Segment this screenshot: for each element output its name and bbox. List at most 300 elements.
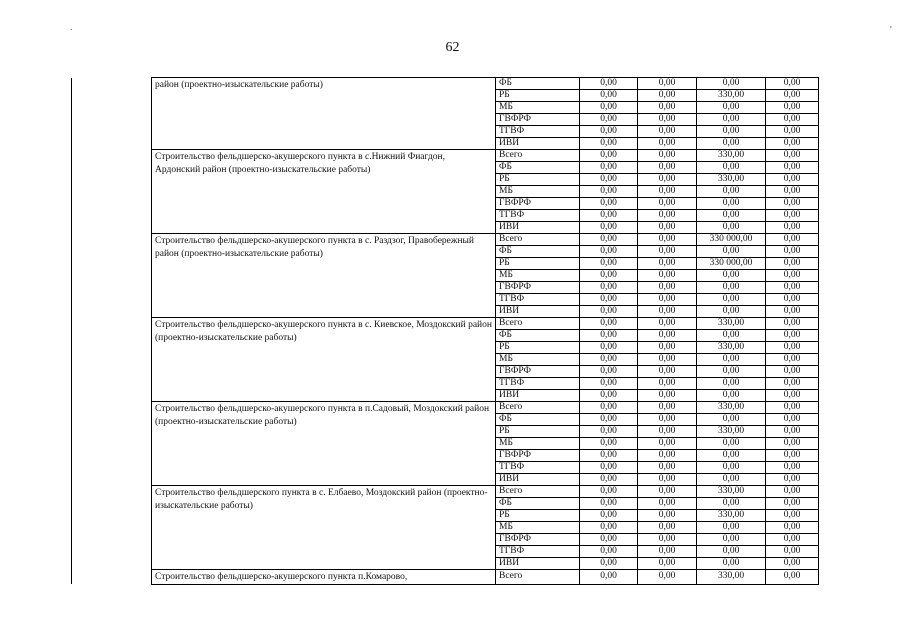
amount-value: 0,00 bbox=[658, 198, 676, 208]
amount-value: 0,00 bbox=[722, 102, 740, 112]
amount-value: 0,00 bbox=[658, 426, 676, 436]
table-row bbox=[72, 234, 819, 246]
amount-value: 0,00 bbox=[722, 498, 740, 508]
amount-value: 0,00 bbox=[600, 138, 617, 148]
amount-cell bbox=[766, 498, 819, 510]
amount-value: 0,00 bbox=[783, 78, 801, 88]
amount-cell bbox=[638, 150, 697, 162]
amount-value: 0,00 bbox=[658, 462, 676, 472]
amount-value: 0,00 bbox=[658, 138, 676, 148]
amount-cell bbox=[638, 438, 697, 450]
amount-cell bbox=[580, 102, 638, 114]
amount-value: 0,00 bbox=[783, 210, 801, 220]
amount-cell bbox=[766, 138, 819, 150]
amount-value: 0,00 bbox=[722, 210, 740, 220]
amount-value: 0,00 bbox=[600, 486, 617, 496]
amount-value: 0,00 bbox=[600, 438, 617, 448]
amount-value: 0,00 bbox=[783, 571, 801, 582]
amount-cell bbox=[766, 330, 819, 342]
amount-cell bbox=[766, 474, 819, 486]
amount-value: 0,00 bbox=[783, 102, 801, 112]
amount-value: 0,00 bbox=[600, 330, 617, 340]
amount-cell bbox=[580, 306, 638, 318]
amount-value: 0,00 bbox=[783, 426, 801, 436]
amount-cell bbox=[580, 138, 638, 150]
amount-cell bbox=[766, 282, 819, 294]
amount-value: 0,00 bbox=[783, 438, 801, 448]
amount-value: 0,00 bbox=[783, 174, 801, 184]
funding-source: ИВИ bbox=[496, 138, 580, 150]
amount-cell bbox=[580, 522, 638, 534]
funding-source: РБ bbox=[496, 342, 580, 354]
amount-cell bbox=[766, 558, 819, 570]
amount-value: 0,00 bbox=[658, 126, 676, 136]
amount-cell bbox=[766, 294, 819, 306]
project-description: Строительство фельдшерского пункта в с. Елбаево, Моздокский район (проектно-изыскательские работы) bbox=[152, 486, 496, 570]
amount-cell bbox=[697, 414, 766, 426]
amount-cell bbox=[580, 510, 638, 522]
amount-value: 0,00 bbox=[658, 258, 676, 268]
amount-cell bbox=[697, 258, 766, 270]
amount-value: 0,00 bbox=[600, 222, 617, 232]
amount-value: 330,00 bbox=[717, 402, 745, 412]
amount-value: 330 000,00 bbox=[709, 258, 753, 268]
amount-cell bbox=[766, 270, 819, 282]
amount-value: 0,00 bbox=[600, 174, 617, 184]
amount-cell bbox=[638, 222, 697, 234]
amount-cell bbox=[766, 126, 819, 138]
amount-value: 0,00 bbox=[722, 246, 740, 256]
amount-cell bbox=[697, 426, 766, 438]
amount-value: 0,00 bbox=[658, 318, 676, 328]
amount-cell bbox=[697, 570, 766, 585]
amount-value: 0,00 bbox=[783, 318, 801, 328]
amount-cell bbox=[580, 474, 638, 486]
amount-cell bbox=[580, 330, 638, 342]
funding-source: ИВИ bbox=[496, 390, 580, 402]
amount-cell bbox=[766, 102, 819, 114]
amount-cell bbox=[580, 534, 638, 546]
amount-cell bbox=[580, 498, 638, 510]
scan-speck: . bbox=[70, 22, 73, 33]
amount-cell bbox=[766, 462, 819, 474]
amount-cell bbox=[766, 414, 819, 426]
amount-value: 0,00 bbox=[658, 234, 676, 244]
amount-value: 0,00 bbox=[658, 114, 676, 124]
amount-cell bbox=[697, 150, 766, 162]
amount-value: 0,00 bbox=[600, 294, 617, 304]
amount-value: 0,00 bbox=[783, 534, 801, 544]
amount-value: 0,00 bbox=[722, 534, 740, 544]
amount-value: 0,00 bbox=[722, 522, 740, 532]
amount-cell bbox=[697, 78, 766, 90]
amount-value: 0,00 bbox=[783, 258, 801, 268]
funding-source: РБ bbox=[496, 258, 580, 270]
amount-value: 0,00 bbox=[722, 414, 740, 424]
amount-value: 0,00 bbox=[600, 78, 617, 88]
funding-source: ГВФРФ bbox=[496, 534, 580, 546]
table-row bbox=[72, 318, 819, 330]
number-cell bbox=[72, 318, 152, 402]
amount-value: 0,00 bbox=[658, 174, 676, 184]
amount-value: 0,00 bbox=[658, 102, 676, 112]
amount-cell bbox=[697, 330, 766, 342]
amount-value: 0,00 bbox=[600, 102, 617, 112]
amount-value: 0,00 bbox=[600, 354, 617, 364]
amount-value: 0,00 bbox=[783, 558, 801, 568]
amount-value: 0,00 bbox=[600, 210, 617, 220]
amount-value: 0,00 bbox=[783, 90, 801, 100]
amount-cell bbox=[580, 162, 638, 174]
funding-source: ФБ bbox=[496, 246, 580, 258]
amount-value: 0,00 bbox=[658, 510, 676, 520]
amount-value: 0,00 bbox=[722, 270, 740, 280]
amount-value: 0,00 bbox=[658, 78, 676, 88]
funding-source: Всего bbox=[496, 234, 580, 246]
amount-value: 0,00 bbox=[783, 366, 801, 376]
amount-cell bbox=[580, 222, 638, 234]
amount-cell bbox=[766, 366, 819, 378]
amount-cell bbox=[766, 114, 819, 126]
amount-cell bbox=[697, 342, 766, 354]
amount-value: 0,00 bbox=[783, 138, 801, 148]
amount-cell bbox=[697, 282, 766, 294]
amount-value: 0,00 bbox=[722, 306, 740, 316]
amount-value: 0,00 bbox=[783, 330, 801, 340]
funding-source: ГВФРФ bbox=[496, 366, 580, 378]
funding-source: ТГВФ bbox=[496, 378, 580, 390]
amount-cell bbox=[580, 174, 638, 186]
amount-value: 0,00 bbox=[722, 222, 740, 232]
funding-source: МБ bbox=[496, 270, 580, 282]
amount-cell bbox=[638, 390, 697, 402]
amount-value: 0,00 bbox=[783, 222, 801, 232]
amount-cell bbox=[697, 234, 766, 246]
amount-value: 0,00 bbox=[658, 162, 676, 172]
number-cell bbox=[72, 402, 152, 486]
amount-cell bbox=[766, 342, 819, 354]
amount-cell bbox=[638, 318, 697, 330]
amount-value: 0,00 bbox=[600, 150, 617, 160]
amount-value: 0,00 bbox=[783, 354, 801, 364]
funding-source: ФБ bbox=[496, 330, 580, 342]
amount-cell bbox=[766, 378, 819, 390]
amount-value: 330,00 bbox=[717, 318, 745, 328]
funding-source: РБ bbox=[496, 90, 580, 102]
amount-cell bbox=[638, 486, 697, 498]
amount-cell bbox=[697, 438, 766, 450]
amount-value: 0,00 bbox=[783, 114, 801, 124]
amount-cell bbox=[697, 354, 766, 366]
amount-cell bbox=[766, 522, 819, 534]
amount-value: 0,00 bbox=[658, 450, 676, 460]
amount-value: 0,00 bbox=[658, 222, 676, 232]
funding-source: ИВИ bbox=[496, 222, 580, 234]
table-row bbox=[72, 78, 819, 90]
number-cell bbox=[72, 234, 152, 318]
amount-value: 0,00 bbox=[658, 342, 676, 352]
funding-source: ГВФРФ bbox=[496, 198, 580, 210]
amount-value: 0,00 bbox=[600, 162, 617, 172]
amount-value: 0,00 bbox=[600, 534, 617, 544]
amount-cell bbox=[580, 246, 638, 258]
table-row bbox=[72, 150, 819, 162]
amount-value: 0,00 bbox=[783, 390, 801, 400]
amount-value: 0,00 bbox=[783, 306, 801, 316]
amount-value: 0,00 bbox=[722, 162, 740, 172]
amount-cell bbox=[697, 510, 766, 522]
amount-value: 0,00 bbox=[658, 571, 676, 582]
amount-value: 0,00 bbox=[658, 270, 676, 280]
amount-value: 0,00 bbox=[600, 318, 617, 328]
amount-cell bbox=[580, 234, 638, 246]
amount-value: 0,00 bbox=[658, 438, 676, 448]
amount-value: 330,00 bbox=[717, 510, 745, 520]
amount-value: 0,00 bbox=[722, 330, 740, 340]
project-description: район (проектно-изыскательские работы) bbox=[152, 78, 496, 150]
amount-cell bbox=[697, 270, 766, 282]
scan-speck: ' bbox=[890, 25, 892, 36]
amount-cell bbox=[580, 258, 638, 270]
amount-value: 0,00 bbox=[783, 450, 801, 460]
amount-value: 330,00 bbox=[717, 174, 745, 184]
amount-value: 0,00 bbox=[600, 270, 617, 280]
amount-value: 0,00 bbox=[600, 282, 617, 292]
amount-cell bbox=[697, 174, 766, 186]
amount-value: 0,00 bbox=[600, 342, 617, 352]
amount-value: 0,00 bbox=[783, 234, 801, 244]
amount-cell bbox=[766, 150, 819, 162]
amount-value: 0,00 bbox=[783, 198, 801, 208]
amount-cell bbox=[638, 546, 697, 558]
amount-value: 0,00 bbox=[658, 474, 676, 484]
amount-value: 0,00 bbox=[722, 354, 740, 364]
amount-value: 0,00 bbox=[658, 558, 676, 568]
amount-cell bbox=[766, 246, 819, 258]
amount-cell bbox=[638, 366, 697, 378]
funding-source: МБ bbox=[496, 186, 580, 198]
amount-cell bbox=[697, 186, 766, 198]
amount-value: 0,00 bbox=[722, 546, 740, 556]
amount-value: 0,00 bbox=[658, 498, 676, 508]
amount-value: 0,00 bbox=[658, 414, 676, 424]
amount-cell bbox=[638, 258, 697, 270]
amount-cell bbox=[580, 462, 638, 474]
amount-cell bbox=[580, 126, 638, 138]
amount-cell bbox=[638, 90, 697, 102]
amount-cell bbox=[697, 294, 766, 306]
amount-cell bbox=[697, 402, 766, 414]
amount-value: 0,00 bbox=[658, 354, 676, 364]
amount-cell bbox=[766, 510, 819, 522]
amount-cell bbox=[638, 426, 697, 438]
amount-value: 0,00 bbox=[783, 186, 801, 196]
funding-source: ИВИ bbox=[496, 306, 580, 318]
amount-cell bbox=[638, 450, 697, 462]
funding-source: МБ bbox=[496, 438, 580, 450]
budget-table bbox=[71, 77, 819, 585]
amount-cell bbox=[580, 450, 638, 462]
amount-value: 330,00 bbox=[717, 342, 745, 352]
amount-cell bbox=[580, 414, 638, 426]
amount-cell bbox=[638, 162, 697, 174]
amount-value: 330,00 bbox=[717, 150, 745, 160]
amount-value: 0,00 bbox=[600, 90, 617, 100]
funding-source: ГВФРФ bbox=[496, 282, 580, 294]
amount-value: 0,00 bbox=[722, 138, 740, 148]
amount-value: 0,00 bbox=[722, 186, 740, 196]
amount-value: 0,00 bbox=[600, 258, 617, 268]
amount-cell bbox=[766, 354, 819, 366]
amount-value: 0,00 bbox=[600, 246, 617, 256]
funding-source: ФБ bbox=[496, 498, 580, 510]
amount-value: 0,00 bbox=[722, 450, 740, 460]
amount-value: 0,00 bbox=[600, 546, 617, 556]
amount-value: 0,00 bbox=[722, 78, 740, 88]
amount-cell bbox=[580, 426, 638, 438]
amount-cell bbox=[580, 270, 638, 282]
amount-cell bbox=[697, 450, 766, 462]
amount-cell bbox=[638, 462, 697, 474]
amount-cell bbox=[638, 210, 697, 222]
amount-value: 0,00 bbox=[783, 402, 801, 412]
amount-cell bbox=[580, 546, 638, 558]
amount-cell bbox=[638, 102, 697, 114]
table-row bbox=[72, 402, 819, 414]
amount-value: 0,00 bbox=[658, 306, 676, 316]
amount-value: 0,00 bbox=[722, 378, 740, 388]
amount-value: 0,00 bbox=[783, 522, 801, 532]
amount-cell bbox=[697, 546, 766, 558]
amount-cell bbox=[638, 198, 697, 210]
amount-value: 0,00 bbox=[658, 390, 676, 400]
amount-cell bbox=[580, 198, 638, 210]
amount-cell bbox=[766, 486, 819, 498]
funding-source: Всего bbox=[496, 318, 580, 330]
amount-cell bbox=[766, 450, 819, 462]
amount-value: 0,00 bbox=[722, 558, 740, 568]
amount-cell bbox=[580, 282, 638, 294]
project-description: Строительство фельдшерско-акушерского пункта в с. Раздзог, Правобережный район (проектно-изыскательские работы) bbox=[152, 234, 496, 318]
amount-cell bbox=[638, 282, 697, 294]
amount-cell bbox=[580, 150, 638, 162]
amount-cell bbox=[697, 486, 766, 498]
amount-cell bbox=[580, 78, 638, 90]
amount-cell bbox=[580, 438, 638, 450]
amount-value: 0,00 bbox=[658, 90, 676, 100]
amount-cell bbox=[638, 498, 697, 510]
amount-value: 330,00 bbox=[717, 486, 745, 496]
amount-cell bbox=[580, 558, 638, 570]
amount-cell bbox=[766, 402, 819, 414]
amount-cell bbox=[580, 318, 638, 330]
amount-value: 0,00 bbox=[722, 126, 740, 136]
funding-source: ТГВФ bbox=[496, 546, 580, 558]
amount-cell bbox=[638, 114, 697, 126]
amount-cell bbox=[638, 534, 697, 546]
amount-value: 0,00 bbox=[600, 378, 617, 388]
amount-cell bbox=[697, 378, 766, 390]
amount-cell bbox=[766, 186, 819, 198]
amount-value: 0,00 bbox=[783, 486, 801, 496]
amount-value: 0,00 bbox=[658, 402, 676, 412]
amount-cell bbox=[580, 486, 638, 498]
amount-value: 0,00 bbox=[722, 390, 740, 400]
amount-cell bbox=[697, 390, 766, 402]
funding-source: ТГВФ bbox=[496, 294, 580, 306]
amount-value: 0,00 bbox=[600, 414, 617, 424]
amount-value: 0,00 bbox=[600, 510, 617, 520]
amount-value: 0,00 bbox=[600, 126, 617, 136]
amount-value: 330,00 bbox=[717, 426, 745, 436]
amount-value: 0,00 bbox=[722, 294, 740, 304]
funding-source: Всего bbox=[496, 402, 580, 414]
table-row bbox=[72, 570, 819, 585]
amount-cell bbox=[580, 186, 638, 198]
amount-value: 330 000,00 bbox=[709, 234, 753, 244]
funding-source: МБ bbox=[496, 102, 580, 114]
amount-value: 0,00 bbox=[783, 474, 801, 484]
amount-value: 0,00 bbox=[722, 438, 740, 448]
amount-cell bbox=[766, 306, 819, 318]
funding-source: ФБ bbox=[496, 78, 580, 90]
amount-cell bbox=[697, 222, 766, 234]
amount-cell bbox=[638, 330, 697, 342]
amount-cell bbox=[580, 390, 638, 402]
amount-value: 0,00 bbox=[600, 426, 617, 436]
amount-value: 0,00 bbox=[658, 282, 676, 292]
funding-source: ГВФРФ bbox=[496, 450, 580, 462]
amount-cell bbox=[766, 546, 819, 558]
amount-cell bbox=[766, 438, 819, 450]
amount-value: 0,00 bbox=[658, 150, 676, 160]
funding-source: ТГВФ bbox=[496, 462, 580, 474]
amount-value: 0,00 bbox=[722, 474, 740, 484]
amount-cell bbox=[638, 522, 697, 534]
amount-value: 0,00 bbox=[783, 162, 801, 172]
amount-cell bbox=[638, 402, 697, 414]
amount-cell bbox=[638, 570, 697, 585]
amount-cell bbox=[638, 354, 697, 366]
amount-cell bbox=[766, 318, 819, 330]
amount-value: 0,00 bbox=[722, 114, 740, 124]
amount-cell bbox=[697, 246, 766, 258]
amount-cell bbox=[580, 366, 638, 378]
amount-cell bbox=[638, 306, 697, 318]
amount-value: 0,00 bbox=[783, 126, 801, 136]
amount-value: 0,00 bbox=[600, 522, 617, 532]
amount-cell bbox=[766, 234, 819, 246]
amount-cell bbox=[697, 366, 766, 378]
amount-cell bbox=[638, 246, 697, 258]
amount-value: 0,00 bbox=[658, 294, 676, 304]
amount-cell bbox=[697, 114, 766, 126]
amount-cell bbox=[638, 174, 697, 186]
amount-value: 0,00 bbox=[783, 498, 801, 508]
funding-source: ТГВФ bbox=[496, 126, 580, 138]
amount-value: 0,00 bbox=[658, 534, 676, 544]
amount-cell bbox=[697, 138, 766, 150]
amount-value: 0,00 bbox=[783, 342, 801, 352]
amount-value: 330,00 bbox=[717, 90, 745, 100]
amount-cell bbox=[580, 90, 638, 102]
amount-cell bbox=[766, 222, 819, 234]
amount-value: 0,00 bbox=[600, 498, 617, 508]
amount-cell bbox=[697, 90, 766, 102]
amount-cell bbox=[638, 186, 697, 198]
amount-value: 0,00 bbox=[722, 282, 740, 292]
table-body bbox=[72, 78, 819, 585]
